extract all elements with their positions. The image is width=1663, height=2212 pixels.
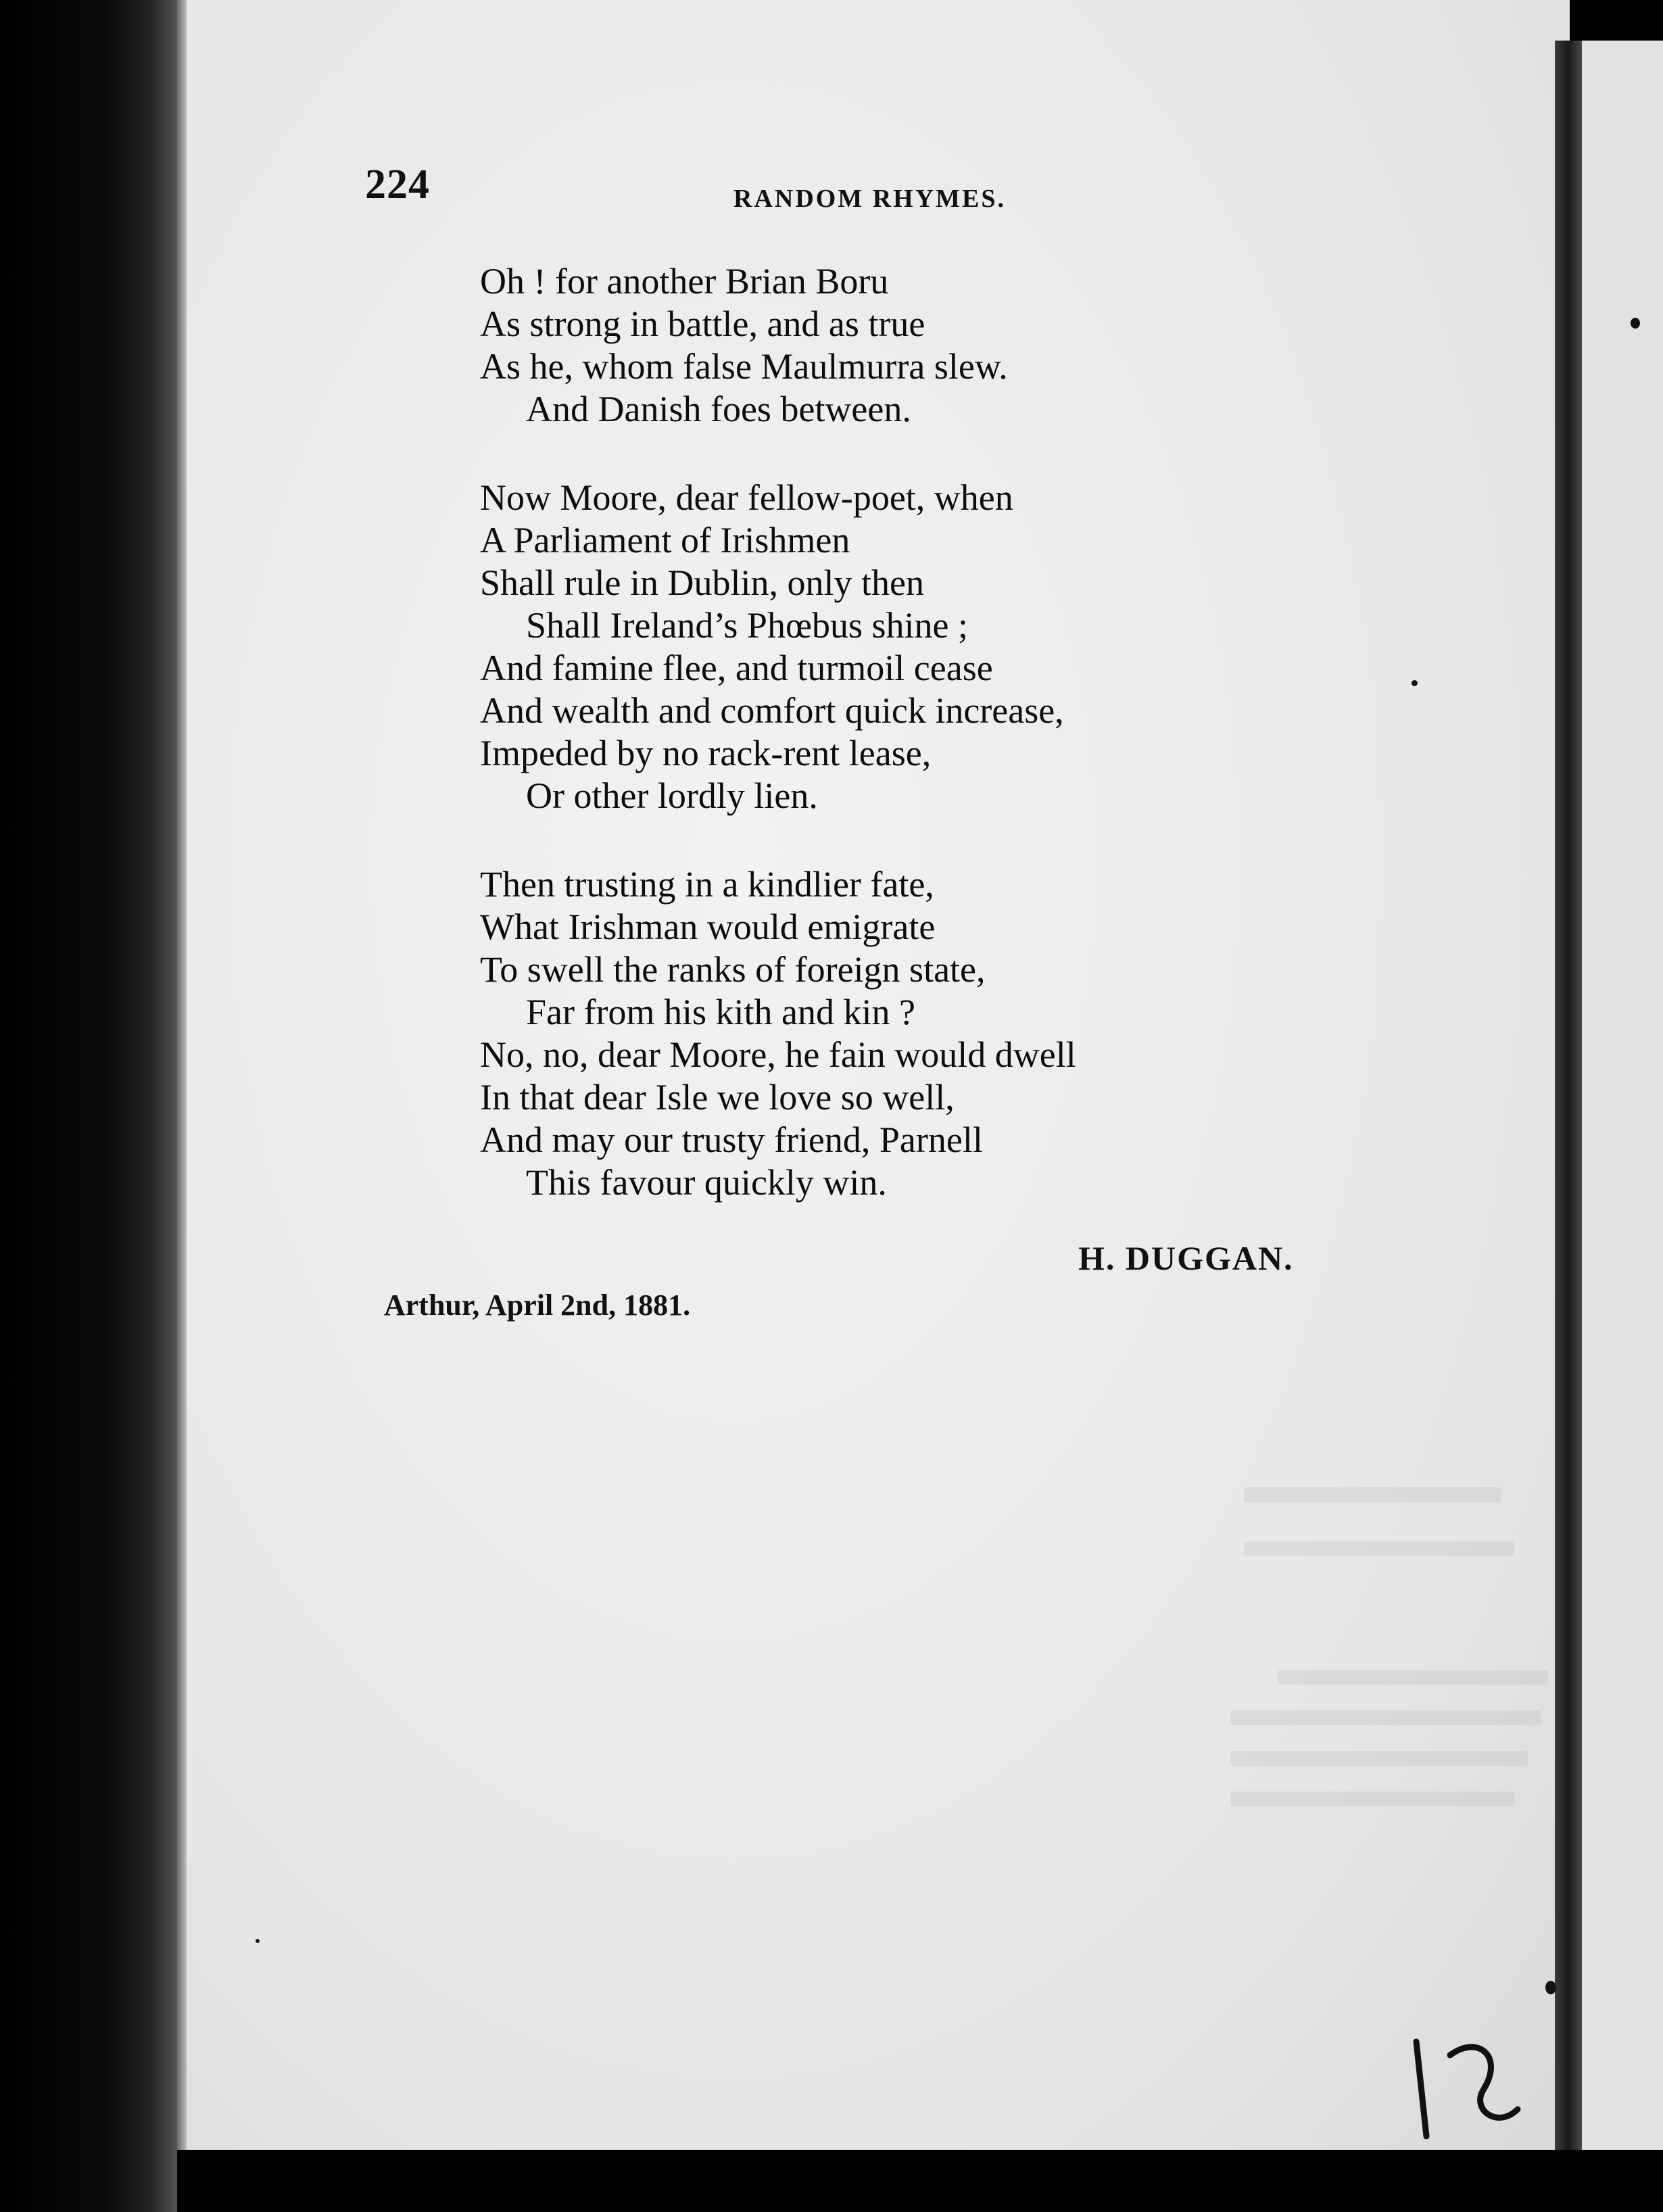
dateline: Arthur, April 2nd, 1881.	[384, 1289, 691, 1322]
author-signature: H. DUGGAN.	[1078, 1239, 1294, 1277]
poem-line: As strong in battle, and as true	[480, 304, 925, 344]
ink-speck	[1412, 680, 1418, 686]
poem-line: Then trusting in a kindlier fate,	[480, 864, 934, 905]
poem-line: Or other lordly lien.	[526, 775, 818, 816]
show-through-mark	[1230, 1710, 1541, 1725]
poem-line: And may our trusty friend, Parnell	[480, 1120, 983, 1160]
show-through-mark	[1230, 1751, 1528, 1766]
poem-line: A Parliament of Irishmen	[480, 520, 850, 560]
poem-line: As he, whom false Maulmurra slew.	[480, 346, 1008, 387]
poem-line: In that dear Isle we love so well,	[480, 1077, 955, 1117]
show-through-mark	[1244, 1541, 1514, 1556]
page-number: 224	[365, 162, 430, 208]
show-through-mark	[1278, 1670, 1548, 1685]
show-through-mark	[1244, 1487, 1501, 1502]
poem-line: And Danish foes between.	[526, 389, 911, 429]
stanza	[480, 477, 1359, 817]
ink-speck	[256, 1939, 260, 1943]
show-through-mark	[1230, 1792, 1514, 1806]
facing-page-edge	[1582, 41, 1663, 2150]
handwritten-mark-icon	[1403, 2028, 1538, 2150]
ink-speck	[1545, 1981, 1556, 1994]
poem-line: Shall rule in Dublin, only then	[480, 562, 924, 603]
poem-line: What Irishman would emigrate	[480, 907, 936, 947]
poem-line: And wealth and comfort quick increase,	[480, 690, 1064, 731]
poem-line: And famine flee, and turmoil cease	[480, 648, 993, 688]
page-left-edge	[177, 0, 187, 2150]
book-gutter	[1555, 41, 1582, 2150]
poem-line: Far from his kith and kin ?	[526, 992, 915, 1032]
stanza	[480, 863, 1359, 1204]
poem-line: No, no, dear Moore, he fain would dwell	[480, 1034, 1076, 1075]
poem-line: Impeded by no rack-rent lease,	[480, 733, 932, 773]
stanza	[480, 260, 1359, 431]
ink-speck	[1631, 318, 1640, 329]
poem-line: Shall Ireland’s Phœbus shine ;	[526, 605, 968, 646]
poem-line: This favour quickly win.	[526, 1162, 887, 1203]
poem-line: Oh ! for another Brian Boru	[480, 261, 889, 302]
scan-bottom-border	[177, 2150, 1663, 2212]
book-binding-edge	[0, 0, 177, 2212]
poem-body	[480, 260, 1359, 1250]
poem-line: To swell the ranks of foreign state,	[480, 949, 986, 990]
running-head	[365, 161, 1311, 215]
poem-line: Now Moore, dear fellow-poet, when	[480, 477, 1013, 518]
running-title: RANDOM RHYMES.	[733, 185, 1006, 213]
